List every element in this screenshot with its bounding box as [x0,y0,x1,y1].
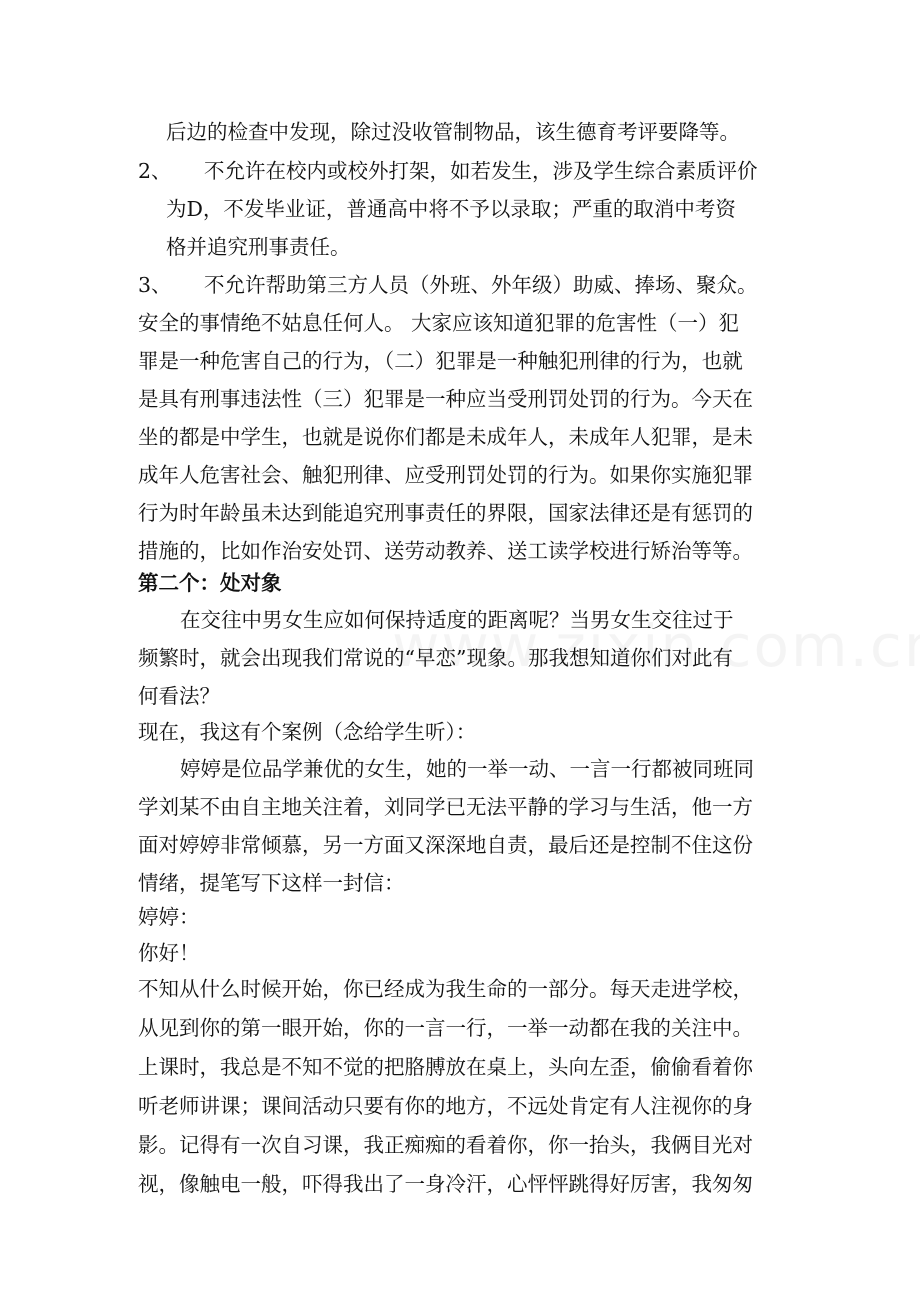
text-line: 面对婷婷非常倾慕，另一方面又深深地自责，最后还是控制不住这份 [138,833,753,857]
text-line: 安全的事情绝不姑息任何人。 大家应该知道犯罪的危害性（一）犯 [138,311,740,335]
section-heading: 第二个：处对象 [138,571,282,595]
text-line: 听老师讲课；课间活动只要有你的地方，不远处肯定有人注视你的身 [138,1094,753,1118]
text-line: 格并追究刑事责任。 [166,235,351,259]
text-line: 为D，不发毕业证，普通高中将不予以录取；严重的取消中考资 [166,197,736,221]
text-line: 频繁时，就会出现我们常说的“早恋”现象。那我想知道你们对此有 [138,646,733,670]
text-line: 学刘某不由自主地关注着，刘同学已无法平静的学习与生活，他一方 [138,795,753,819]
text-line: 坐的都是中学生，也就是说你们都是未成年人，未成年人犯罪，是未 [138,425,753,449]
item-number: 2、 [138,159,172,183]
text-line: 后边的检查中发现，除过没收管制物品，该生德育考评要降等。 [166,120,740,144]
text-line: 影。记得有一次自习课，我正痴痴的看着你，你一抬头，我俩目光对 [138,1133,753,1157]
text-line: 现在，我这有个案例（念给学生听）： [138,720,477,744]
text-line: 罪是一种危害自己的行为，（二）犯罪是一种触犯刑律的行为，也就 [138,349,743,373]
text-line: 婷婷是位品学兼优的女生，她的一举一动、一言一行都被同班同 [180,757,754,781]
text-line: 行为时年龄虽未达到能追究刑事责任的界限，国家法律还是有惩罚的 [138,501,753,525]
text-line: 不允许在校内或校外打架，如若发生，涉及学生综合素质评价 [204,159,758,183]
text-line: 不知从什么时候开始，你已经成为我生命的一部分。每天走进学校， [138,977,753,1001]
text-line: 情绪，提笔写下这样一封信： [138,871,405,895]
text-line: 视，像触电一般，吓得我出了一身冷汗，心怦怦跳得好厉害，我匆匆 [138,1172,753,1196]
letter-greeting: 你好！ [138,941,200,965]
text-line: 是具有刑事违法性（三）犯罪是一种应当受刑罚处罚的行为。今天在 [138,387,753,411]
letter-salutation: 婷婷： [138,905,200,929]
text-line: 上课时，我总是不知不觉的把胳膊放在桌上，头向左歪，偷偷看着你 [138,1055,753,1079]
item-number: 3、 [138,273,172,297]
text-line: 不允许帮助第三方人员（外班、外年级）助威、捧场、聚众。 [204,273,758,297]
text-line: 措施的，比如作治安处罚、送劳动教养、送工读学校进行矫治等等。 [138,539,753,563]
text-line: 成年人危害社会、触犯刑律、应受刑罚处罚的行为。如果你实施犯罪 [138,463,753,487]
text-line: 在交往中男女生应如何保持适度的距离呢？当男女生交往过于 [180,608,734,632]
text-line: 何看法？ [138,684,220,708]
text-line: 从见到你的第一眼开始，你的一言一行，一举一动都在我的关注中。 [138,1016,753,1040]
